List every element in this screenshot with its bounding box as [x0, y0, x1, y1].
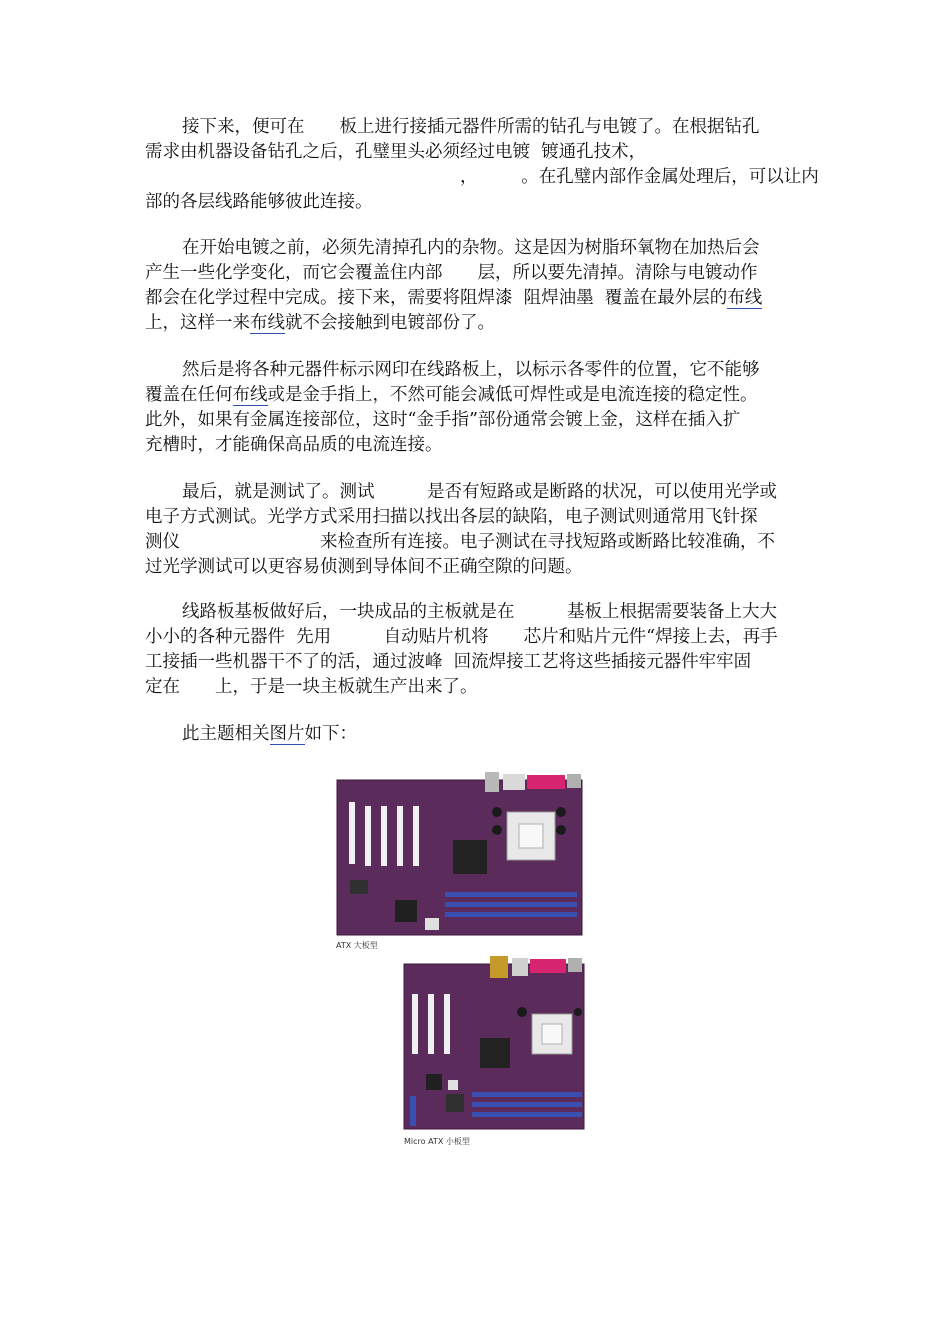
- atx-caption: ATX 大板型: [336, 941, 378, 950]
- text-segment: 上，这样一来: [145, 313, 250, 333]
- text-line: 线路板基板做好后，一块成品的主板就是在 基板上根据需要装备上大大: [182, 602, 777, 622]
- text-line-with-link: [145, 722, 807, 747]
- wiring-link[interactable]: 布线: [727, 288, 763, 308]
- paragraph-silkscreen: [145, 358, 807, 458]
- paragraph-drilling: [145, 115, 819, 215]
- text-line: 定在 上，于是一块主板就生产出来了。: [145, 677, 478, 697]
- text-line: 测仪 来检查所有连接。电子测试在寻找短路或断路比较准确，不: [145, 532, 775, 552]
- text-line: 电子方式测试。光学方式采用扫描以找出各层的缺陷，电子测试则通常用飞针探: [145, 507, 758, 527]
- text-line: 接下来，便可在 板上进行接插元器件所需的钻孔与电镀了。在根据钻孔: [182, 117, 760, 137]
- text-line: 在开始电镀之前，必须先清掉孔内的杂物。这是因为树脂环氧物在加热后会: [182, 238, 760, 258]
- text-segment: 如下：: [304, 724, 357, 744]
- text-line: 充槽时，才能确保高品质的电流连接。: [145, 435, 443, 455]
- text-line: 小小的各种元器件 先用 自动贴片机将 芯片和贴片元件“焊接上去，再手: [145, 627, 778, 647]
- text-line: 然后是将各种元器件标示网印在线路板上，以标示各零件的位置，它不能够: [182, 360, 760, 380]
- text-line: 过光学测试可以更容易侦测到导体间不正确空隙的问题。: [145, 557, 583, 577]
- text-segment: 就不会接触到电镀部份了。: [285, 313, 495, 333]
- text-line-with-link: [145, 383, 807, 408]
- paragraph-assembly: [145, 600, 807, 700]
- text-segment: 都会在化学过程中完成。接下来，需要将阻焊漆 阻焊油墨 覆盖在最外层的: [145, 288, 728, 308]
- atx-motherboard-image: [335, 772, 587, 937]
- micro-atx-caption: Micro ATX 小板型: [404, 1137, 470, 1146]
- text-line: 需求由机器设备钻孔之后，孔璧里头必须经过电镀 镀通孔技术，: [145, 142, 647, 162]
- text-line: ， 。在孔璧内部作金属处理后，可以让内: [145, 167, 819, 187]
- text-line: 工接插一些机器干不了的活，通过波峰 回流焊接工艺将这些插接元器件牢牢固: [145, 652, 752, 672]
- text-line: 部的各层线路能够彼此连接。: [145, 192, 373, 212]
- wiring-link[interactable]: 布线: [232, 385, 268, 405]
- text-segment: 或是金手指上，不然可能会减低可焊性或是电流连接的稳定性。: [267, 385, 758, 405]
- text-segment: 覆盖在任何: [145, 385, 233, 405]
- image-link[interactable]: 图片: [269, 724, 305, 744]
- text-line: 此外，如果有金属连接部位，这时“金手指”部份通常会镀上金，这样在插入扩: [145, 410, 741, 430]
- paragraph-images-intro: [145, 722, 807, 747]
- text-segment: 此主题相关: [182, 724, 270, 744]
- text-line: 最后，就是测试了。测试 是否有短路或是断路的状况，可以使用光学或: [182, 482, 777, 502]
- paragraph-testing: [145, 480, 807, 580]
- text-line: 产生一些化学变化，而它会覆盖住内部 层，所以要先清掉。清除与电镀动作: [145, 263, 758, 283]
- atx-motherboard-illustration: [335, 772, 587, 937]
- wiring-link[interactable]: 布线: [250, 313, 285, 333]
- paragraph-plating: [145, 236, 807, 336]
- micro-atx-motherboard-image: [402, 956, 588, 1131]
- micro-atx-motherboard-illustration: [402, 956, 588, 1131]
- text-line-with-link: [145, 286, 807, 311]
- text-line-with-link: [145, 311, 807, 336]
